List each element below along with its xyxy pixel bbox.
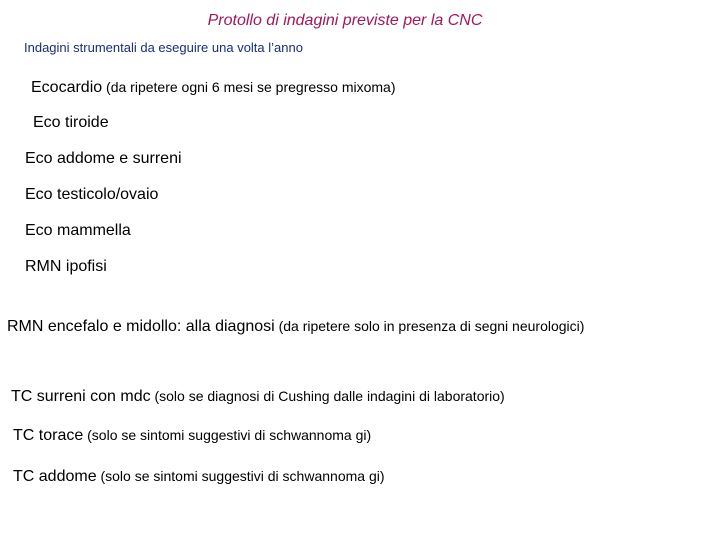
list-item	[31, 80, 396, 96]
item-label: Eco testicolo/ovaio	[25, 186, 159, 203]
item-note: (da ripetere solo in presenza di segni neurologici)	[274, 318, 585, 334]
item-label: TC surreni con mdc	[11, 388, 151, 405]
list-item	[25, 259, 107, 275]
item-label: TC addome	[13, 468, 97, 485]
item-note: (solo se sintomi suggestivi di schwannoma gi)	[96, 468, 385, 484]
item-note: (da ripetere ogni 6 mesi se pregresso mixoma)	[102, 79, 396, 95]
item-label: Ecocardio	[31, 79, 103, 96]
item-label: RMN ipofisi	[25, 258, 107, 275]
item-label: Eco tiroide	[33, 114, 109, 131]
item-label: TC torace	[13, 427, 84, 444]
item-label: Eco addome e surreni	[25, 150, 182, 167]
list-item	[11, 389, 505, 405]
item-note: (solo se diagnosi di Cushing dalle indagini di laboratorio)	[150, 388, 505, 404]
list-item	[25, 151, 182, 167]
page-subtitle: Indagini strumentali da eseguire una volta l’anno	[24, 40, 303, 55]
list-item	[25, 223, 131, 239]
page-title: Protollo di indagini previste per la CNC	[207, 12, 483, 29]
list-item	[33, 115, 109, 131]
list-item	[7, 319, 584, 335]
list-item	[13, 428, 371, 444]
item-label: RMN encefalo e midollo: alla diagnosi	[7, 318, 275, 335]
list-item	[13, 469, 385, 485]
item-label: Eco mammella	[25, 222, 131, 239]
item-note: (solo se sintomi suggestivi di schwannoma gi)	[83, 427, 372, 443]
list-item	[25, 187, 158, 203]
